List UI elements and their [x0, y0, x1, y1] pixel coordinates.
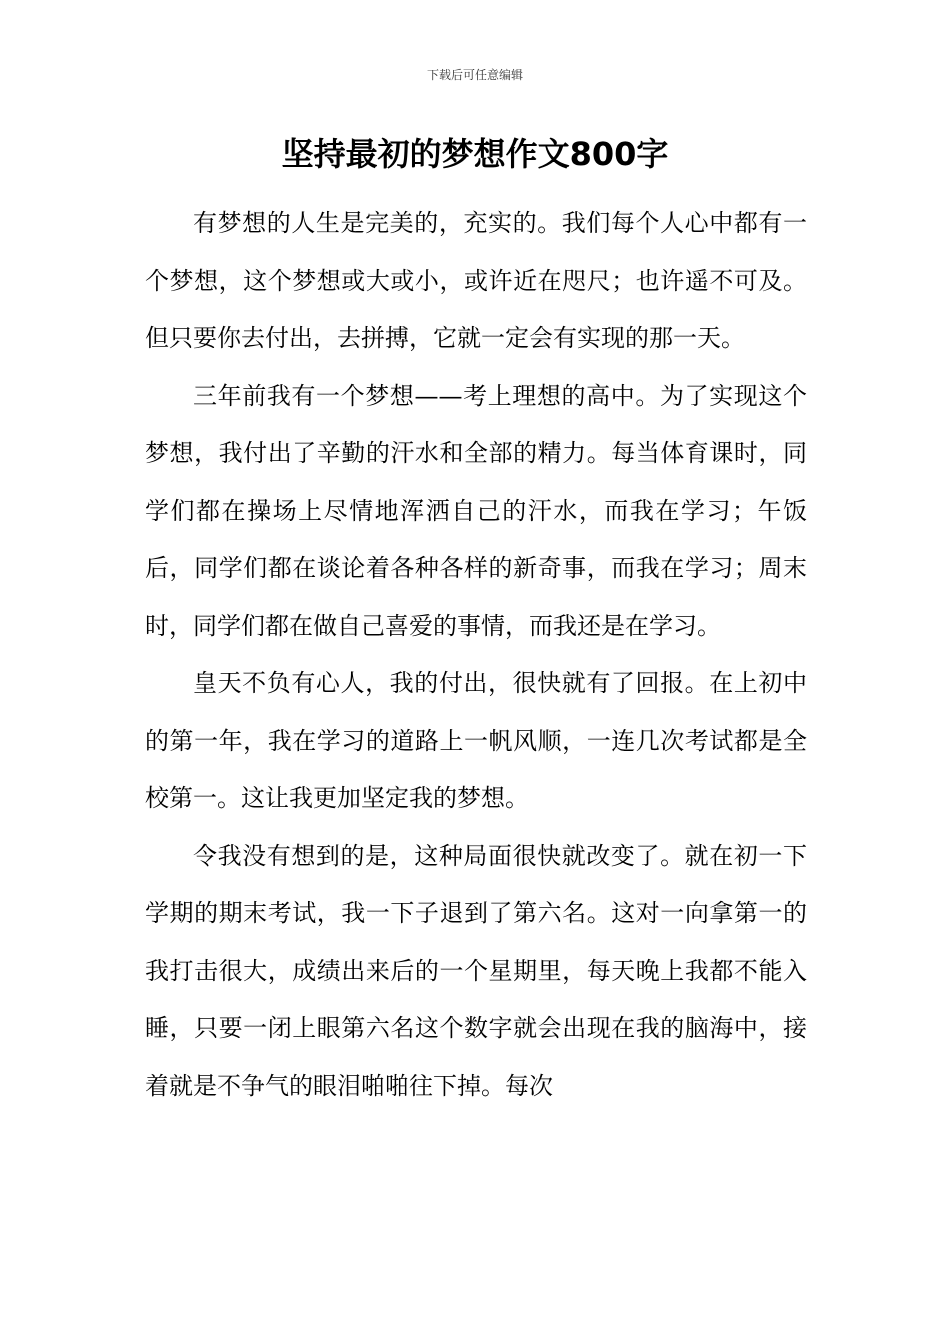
- document-title: 坚持最初的梦想作文800字: [281, 135, 669, 173]
- document-body: [145, 195, 807, 1115]
- paragraph-1: 有梦想的人生是完美的，充实的。我们每个人心中都有一个梦想，这个梦想或大或小，或许近在咫尺；也许遥不可及。但只要你去付出，去拼搏，它就一定会有实现的那一天。: [145, 209, 807, 352]
- paragraph-3: 皇天不负有心人，我的付出，很快就有了回报。在上初中的第一年，我在学习的道路上一帆风顺，一连几次考试都是全校第一。这让我更加坚定我的梦想。: [145, 669, 807, 812]
- paragraph-2: 三年前我有一个梦想——考上理想的高中。为了实现这个梦想，我付出了辛勤的汗水和全部的精力。每当体育课时，同学们都在操场上尽情地浑洒自己的汗水，而我在学习；午饭后，同学们都在谈论着各种各样的新奇事，而我在学习；周末时，同学们都在做自己喜爱的事情，而我还是在学习。: [145, 381, 807, 640]
- paragraph-4: 令我没有想到的是，这种局面很快就改变了。就在初一下学期的期末考试，我一下子退到了第六名。这对一向拿第一的我打击很大，成绩出来后的一个星期里，每天晚上我都不能入睡，只要一闭上眼第六名这个数字就会出现在我的脑海中，接着就是不争气的眼泪啪啪往下掉。每次: [145, 841, 807, 1100]
- header-note: 下载后可任意编辑: [426, 68, 523, 82]
